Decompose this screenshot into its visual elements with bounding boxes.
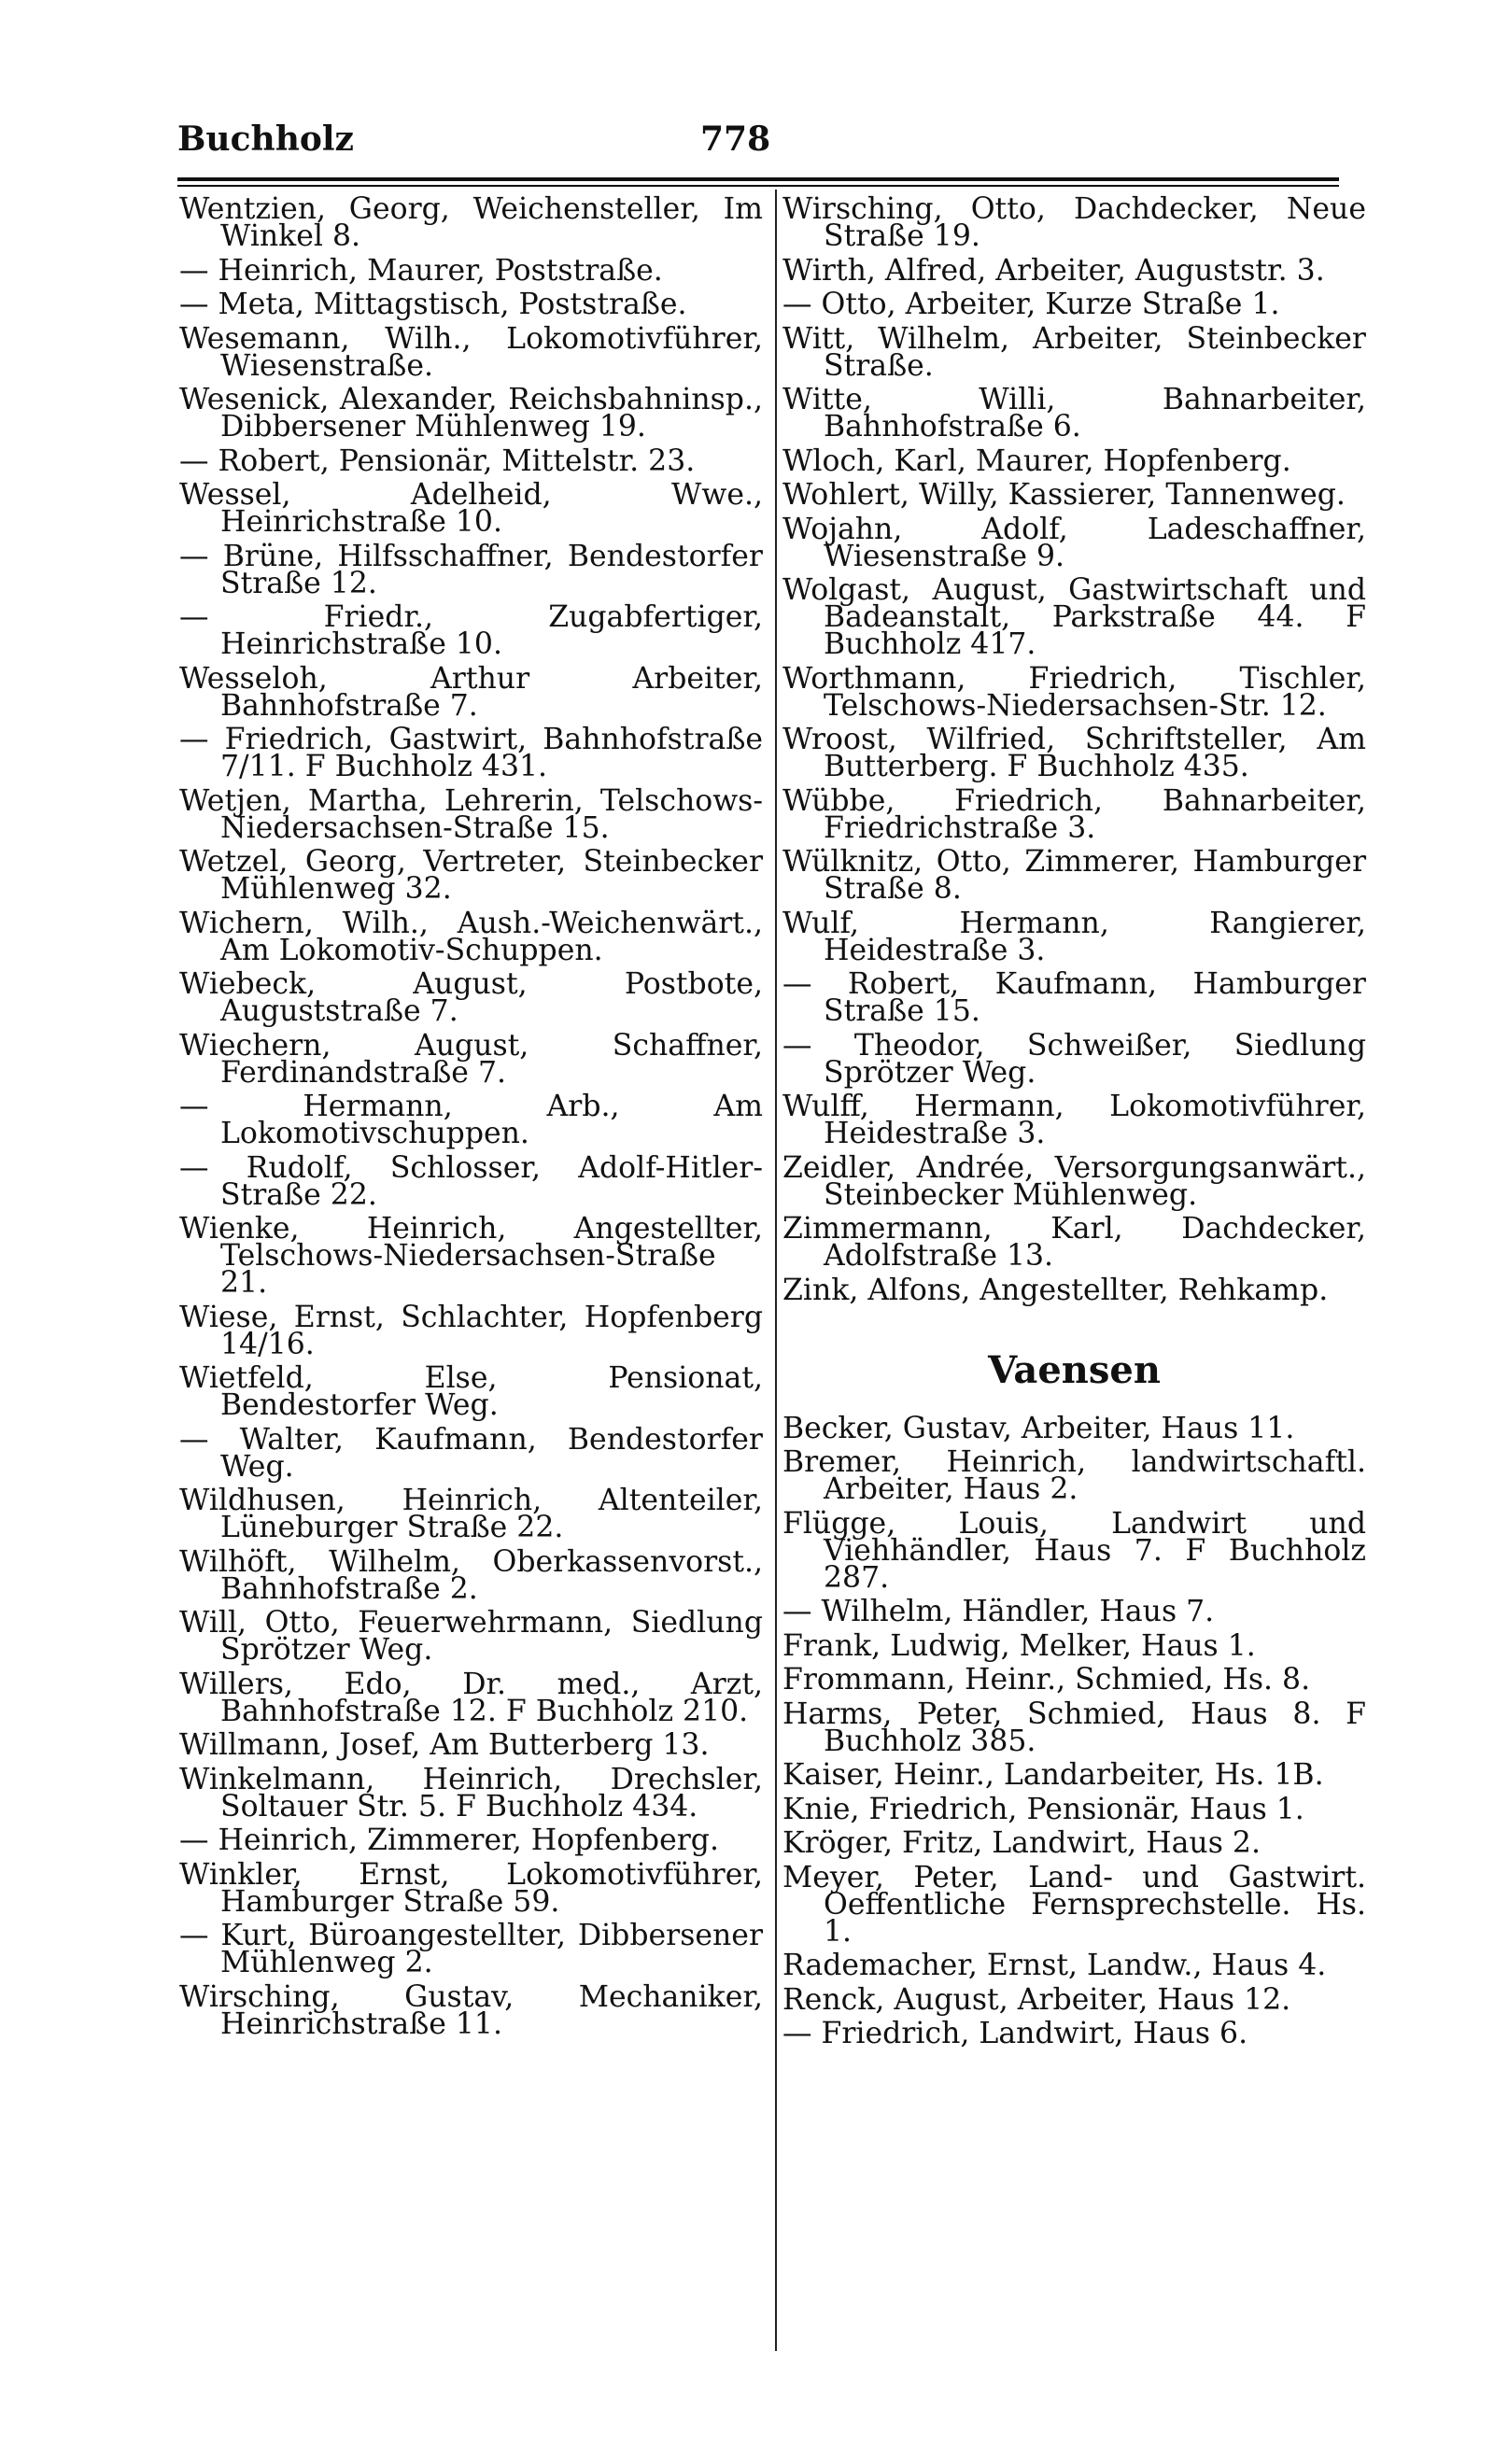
vaensen-entries: [782, 1411, 1366, 2050]
directory-entry: — Walter, Kaufmann, Bendestorfer Weg.: [179, 1422, 763, 1484]
directory-entry: — Otto, Arbeiter, Kurze Straße 1.: [782, 288, 1280, 321]
directory-entry: Wolgast, August, Gastwirtschaft und Badeanstalt, Parkstraße 44. F Buchholz 417.: [782, 573, 1366, 661]
directory-entry: Frank, Ludwig, Melker, Haus 1.: [782, 1628, 1256, 1663]
directory-entry: Wietfeld, Else, Pensionat, Bendestorfer Weg.: [179, 1361, 763, 1422]
header-rule-thin: [177, 185, 1339, 187]
directory-entry: Witte, Willi, Bahnarbeiter, Bahnhofstraße 6.: [782, 383, 1366, 444]
directory-entry: Harms, Peter, Schmied, Haus 8. F Buchholz 385.: [782, 1697, 1366, 1758]
directory-entry: — Wilhelm, Händler, Haus 7.: [782, 1595, 1215, 1628]
directory-entry: Zink, Alfons, Angestellter, Rehkamp.: [782, 1273, 1329, 1307]
directory-entry: Wohlert, Willy, Kassierer, Tannenweg.: [782, 478, 1346, 512]
directory-entry: Winkler, Ernst, Lokomotivführer, Hamburger Straße 59.: [179, 1857, 763, 1919]
running-title: Buchholz: [177, 120, 354, 159]
directory-entry: — Meta, Mittagstisch, Poststraße.: [179, 288, 687, 321]
directory-entry: — Robert, Pensionär, Mittelstr. 23.: [179, 444, 696, 478]
directory-entry: Frommann, Heinr., Schmied, Hs. 8.: [782, 1663, 1311, 1697]
directory-entry: Zimmermann, Karl, Dachdecker, Adolfstraße 13.: [782, 1212, 1366, 1273]
directory-entry: Wiebeck, August, Postbote, Auguststraße 7.: [179, 967, 763, 1028]
directory-entry: Wirth, Alfred, Arbeiter, Auguststr. 3.: [782, 253, 1325, 288]
directory-entry: Wiese, Ernst, Schlachter, Hopfenberg 14/16.: [179, 1300, 763, 1361]
directory-entry: — Friedrich, Landwirt, Haus 6.: [782, 2017, 1248, 2050]
directory-entry: Kaiser, Heinr., Landarbeiter, Hs. 1B.: [782, 1758, 1324, 1792]
column-divider: [775, 190, 777, 2351]
directory-entry: — Theodor, Schweißer, Siedlung Sprötzer Weg.: [782, 1028, 1366, 1090]
directory-entry: Wulff, Hermann, Lokomotivführer, Heidestraße 3.: [782, 1090, 1366, 1150]
directory-entry: Wloch, Karl, Maurer, Hopfenberg.: [782, 444, 1291, 478]
directory-entry: Zeidler, Andrée, Versorgungsanwärt., Steinbecker Mühlenweg.: [782, 1150, 1366, 1212]
directory-entry: — Kurt, Büroangestellter, Dibbersener Mühlenweg 2.: [179, 1919, 763, 1979]
directory-entry: — Rudolf, Schlosser, Adolf-Hitler-Straße 22.: [179, 1150, 763, 1212]
directory-entry: Rademacher, Ernst, Landw., Haus 4.: [782, 1949, 1327, 1982]
directory-entry: Willers, Edo, Dr. med., Arzt, Bahnhofstraße 12. F Buchholz 210.: [179, 1667, 763, 1728]
directory-entry: Wülknitz, Otto, Zimmerer, Hamburger Straße 8.: [782, 845, 1366, 906]
directory-entry: Wesenick, Alexander, Reichsbahninsp., Dibbersener Mühlenweg 19.: [179, 383, 763, 444]
directory-entry: Wulf, Hermann, Rangierer, Heidestraße 3.: [782, 906, 1366, 967]
directory-entry: Worthmann, Friedrich, Tischler, Telschows-Niedersachsen-Str. 12.: [782, 661, 1366, 723]
right-column-entries: [782, 192, 1366, 1307]
directory-entry: Wiechern, August, Schaffner, Ferdinandstraße 7.: [179, 1028, 763, 1090]
directory-entry: Wroost, Wilfried, Schriftsteller, Am Butterberg. F Buchholz 435.: [782, 723, 1366, 783]
left-column: [179, 192, 763, 2045]
directory-entry: Knie, Friedrich, Pensionär, Haus 1.: [782, 1792, 1304, 1826]
directory-entry: Wentzien, Georg, Weichensteller, Im Winkel 8.: [179, 192, 763, 253]
directory-entry: — Heinrich, Zimmerer, Hopfenberg.: [179, 1823, 719, 1857]
directory-entry: — Friedr., Zugabfertiger, Heinrichstraße 10.: [179, 600, 763, 661]
directory-entry: — Friedrich, Gastwirt, Bahnhofstraße 7/11. F Buchholz 431.: [179, 723, 763, 783]
directory-entry: Flügge, Louis, Landwirt und Viehhändler, Haus 7. F Buchholz 287.: [782, 1506, 1366, 1595]
page-number: 778: [700, 120, 771, 159]
directory-entry: — Heinrich, Maurer, Poststraße.: [179, 253, 663, 288]
directory-entry: Becker, Gustav, Arbeiter, Haus 11.: [782, 1411, 1295, 1445]
directory-entry: Meyer, Peter, Land- und Gastwirt. Oeffentliche Fernsprechstelle. Hs. 1.: [782, 1860, 1366, 1949]
directory-entry: Wojahn, Adolf, Ladeschaffner, Wiesenstraße 9.: [782, 512, 1366, 573]
directory-entry: Wichern, Wilh., Aush.-Weichenwärt., Am Lokomotiv-Schuppen.: [179, 906, 763, 967]
page-header: [177, 120, 1335, 176]
directory-entry: Will, Otto, Feuerwehrmann, Siedlung Sprötzer Weg.: [179, 1606, 763, 1667]
directory-entry: Winkelmann, Heinrich, Drechsler, Soltauer Str. 5. F Buchholz 434.: [179, 1762, 763, 1823]
directory-entry: Kröger, Fritz, Landwirt, Haus 2.: [782, 1826, 1261, 1860]
directory-entry: — Hermann, Arb., Am Lokomotivschuppen.: [179, 1090, 763, 1150]
directory-entry: Wetzel, Georg, Vertreter, Steinbecker Mühlenweg 32.: [179, 845, 763, 906]
header-rule: [177, 177, 1339, 181]
directory-entry: Wesseloh, Arthur Arbeiter, Bahnhofstraße 7.: [179, 661, 763, 723]
directory-entry: Wesemann, Wilh., Lokomotivführer, Wiesenstraße.: [179, 321, 763, 383]
directory-entry: Wirsching, Otto, Dachdecker, Neue Straße 19.: [782, 192, 1366, 253]
directory-entry: Bremer, Heinrich, landwirtschaftl. Arbeiter, Haus 2.: [782, 1445, 1366, 1506]
directory-entry: Renck, August, Arbeiter, Haus 12.: [782, 1982, 1291, 2017]
directory-entry: Wetjen, Martha, Lehrerin, Telschows-Niedersachsen-Straße 15.: [179, 783, 763, 845]
directory-entry: — Robert, Kaufmann, Hamburger Straße 15.: [782, 967, 1366, 1028]
directory-entry: — Brüne, Hilfsschaffner, Bendestorfer Straße 12.: [179, 539, 763, 600]
directory-entry: Witt, Wilhelm, Arbeiter, Steinbecker Straße.: [782, 321, 1366, 383]
directory-entry: Wirsching, Gustav, Mechaniker, Heinrichstraße 11.: [179, 1979, 763, 2041]
directory-entry: Wildhusen, Heinrich, Altenteiler, Lüneburger Straße 22.: [179, 1484, 763, 1544]
right-column: [782, 192, 1366, 2055]
directory-entry: Wienke, Heinrich, Angestellter, Telschows-Niedersachsen-Straße 21.: [179, 1212, 763, 1300]
directory-entry: Wessel, Adelheid, Wwe., Heinrichstraße 10.: [179, 478, 763, 539]
directory-entry: Willmann, Josef, Am Butterberg 13.: [179, 1728, 710, 1762]
directory-entry: Wübbe, Friedrich, Bahnarbeiter, Friedrichstraße 3.: [782, 783, 1366, 845]
section-heading: Vaensen: [988, 1347, 1161, 1392]
directory-entry: Wilhöft, Wilhelm, Oberkassenvorst., Bahnhofstraße 2.: [179, 1544, 763, 1606]
